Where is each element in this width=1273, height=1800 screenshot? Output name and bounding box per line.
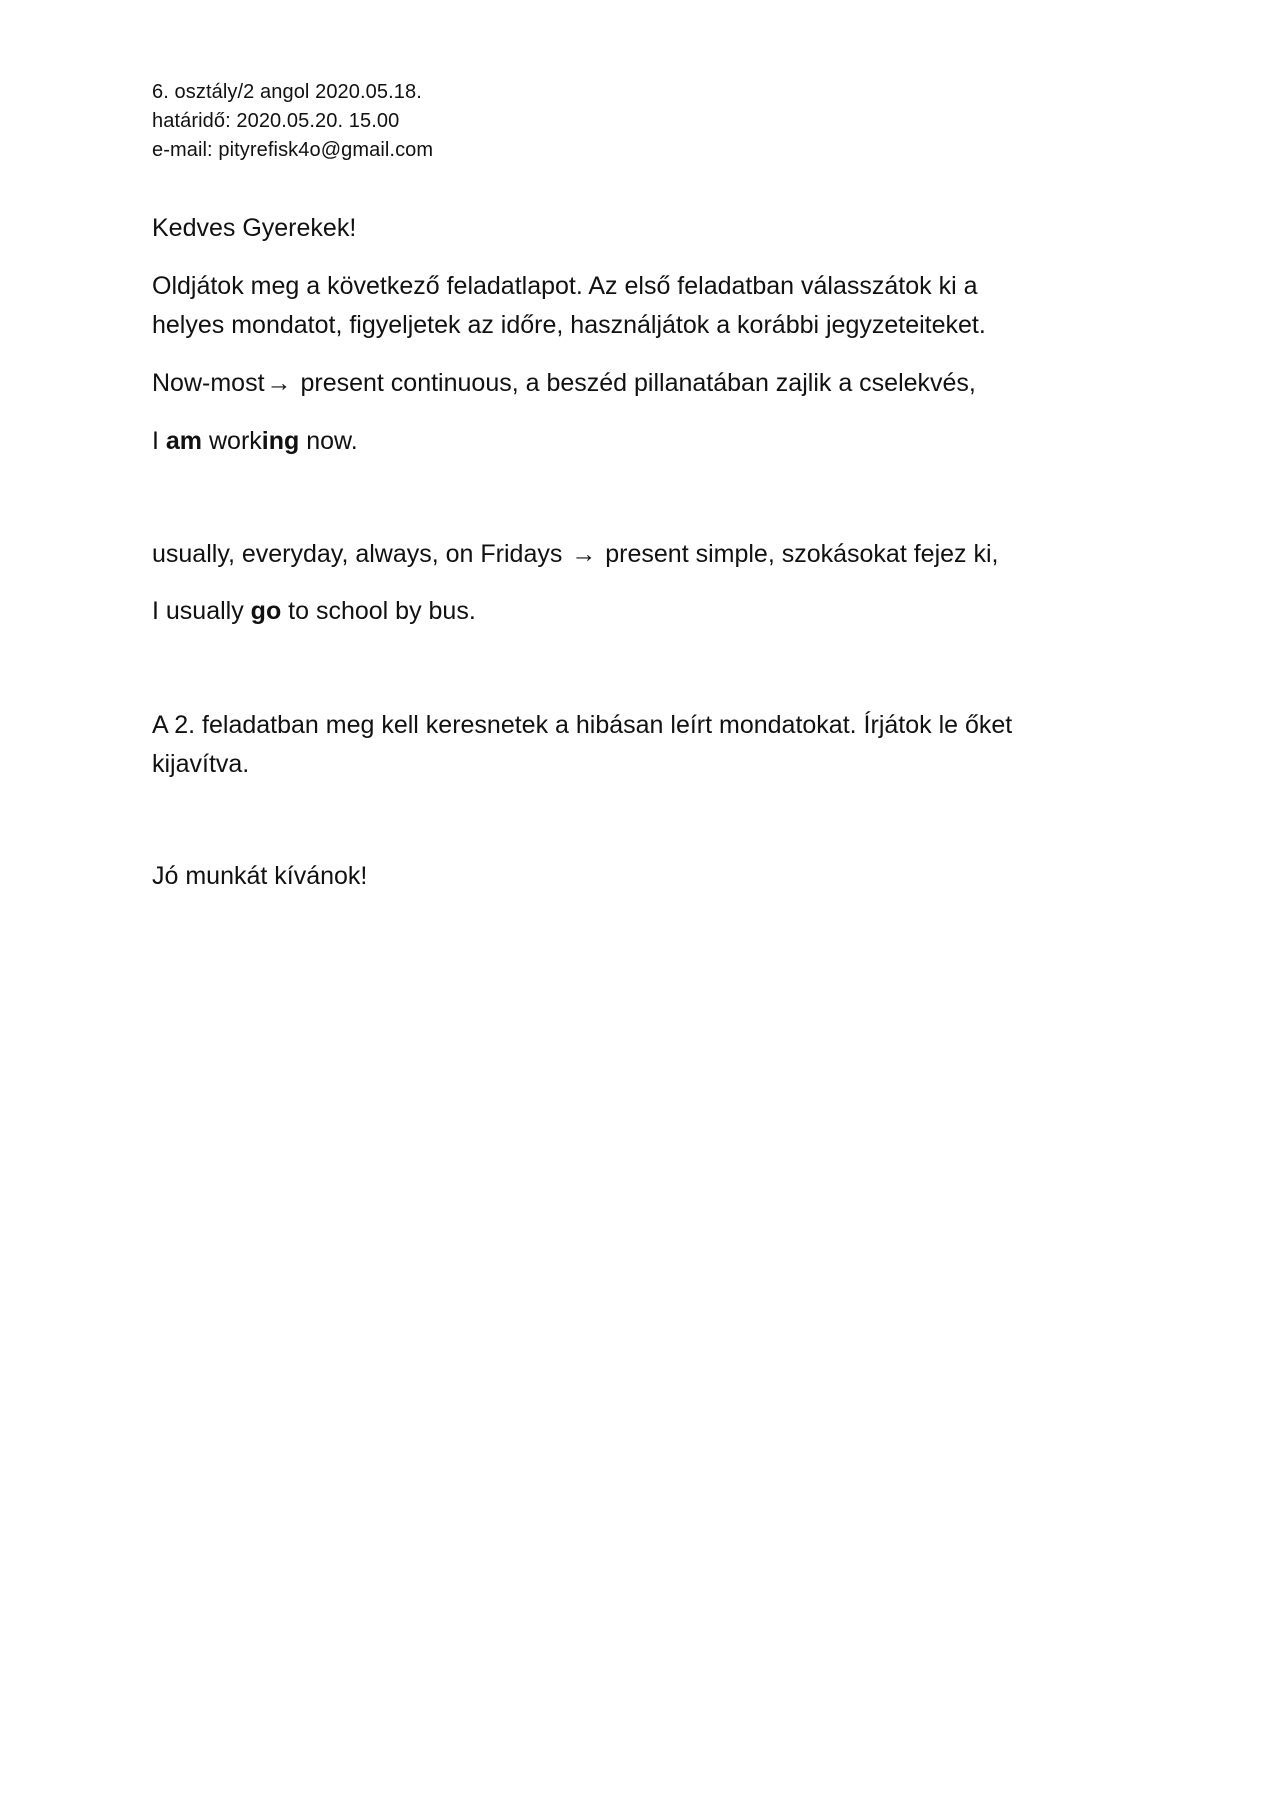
rule-continuous bbox=[152, 364, 1152, 403]
example-continuous-bold-am: am bbox=[165, 427, 203, 455]
example-simple bbox=[152, 592, 1152, 631]
example-continuous-bold-ing: ing bbox=[261, 427, 300, 455]
arrow-right-icon: → bbox=[266, 369, 292, 397]
rule-continuous-text: present continuous, a beszéd pillanatában zajlik a cselekvés, bbox=[293, 369, 976, 397]
example-continuous-part-2: work bbox=[202, 427, 262, 455]
example-simple-part-1: I usually bbox=[152, 597, 251, 625]
header-deadline: határidő: 2020.05.20. 15.00 bbox=[152, 110, 400, 132]
rule-continuous-keyword: Now-most bbox=[152, 369, 265, 397]
greeting: Kedves Gyerekek! bbox=[152, 214, 357, 242]
task2-line-2: kijavítva. bbox=[152, 750, 250, 778]
intro-paragraph bbox=[152, 267, 1152, 345]
example-simple-bold-go: go bbox=[250, 597, 282, 625]
task2-line-1: A 2. feladatban meg kell keresnetek a hibásan leírt mondatokat. Írjátok le őket bbox=[152, 711, 1013, 739]
example-continuous bbox=[152, 422, 1152, 461]
example-continuous-part-3: now. bbox=[299, 427, 358, 455]
example-simple-part-2: to school by bus. bbox=[281, 597, 476, 625]
header-class-date: 6. osztály/2 angol 2020.05.18. bbox=[152, 81, 422, 103]
example-continuous-part-1: I bbox=[152, 427, 166, 455]
rule-simple-text: present simple, szokásokat fejez ki, bbox=[598, 540, 999, 568]
rule-simple bbox=[152, 535, 1152, 574]
intro-line-2: helyes mondatot, figyeljetek az időre, használjátok a korábbi jegyzeteiteket. bbox=[152, 311, 986, 339]
arrow-right-icon: → bbox=[571, 540, 597, 568]
task2-paragraph bbox=[152, 706, 1152, 784]
intro-line-1: Oldjátok meg a következő feladatlapot. Az első feladatban válasszátok ki a bbox=[152, 272, 978, 300]
document-header bbox=[152, 78, 433, 165]
closing: Jó munkát kívánok! bbox=[152, 862, 368, 890]
header-email: e-mail: pityrefisk4o@gmail.com bbox=[152, 139, 434, 161]
rule-simple-keywords: usually, everyday, always, on Fridays bbox=[152, 540, 570, 568]
